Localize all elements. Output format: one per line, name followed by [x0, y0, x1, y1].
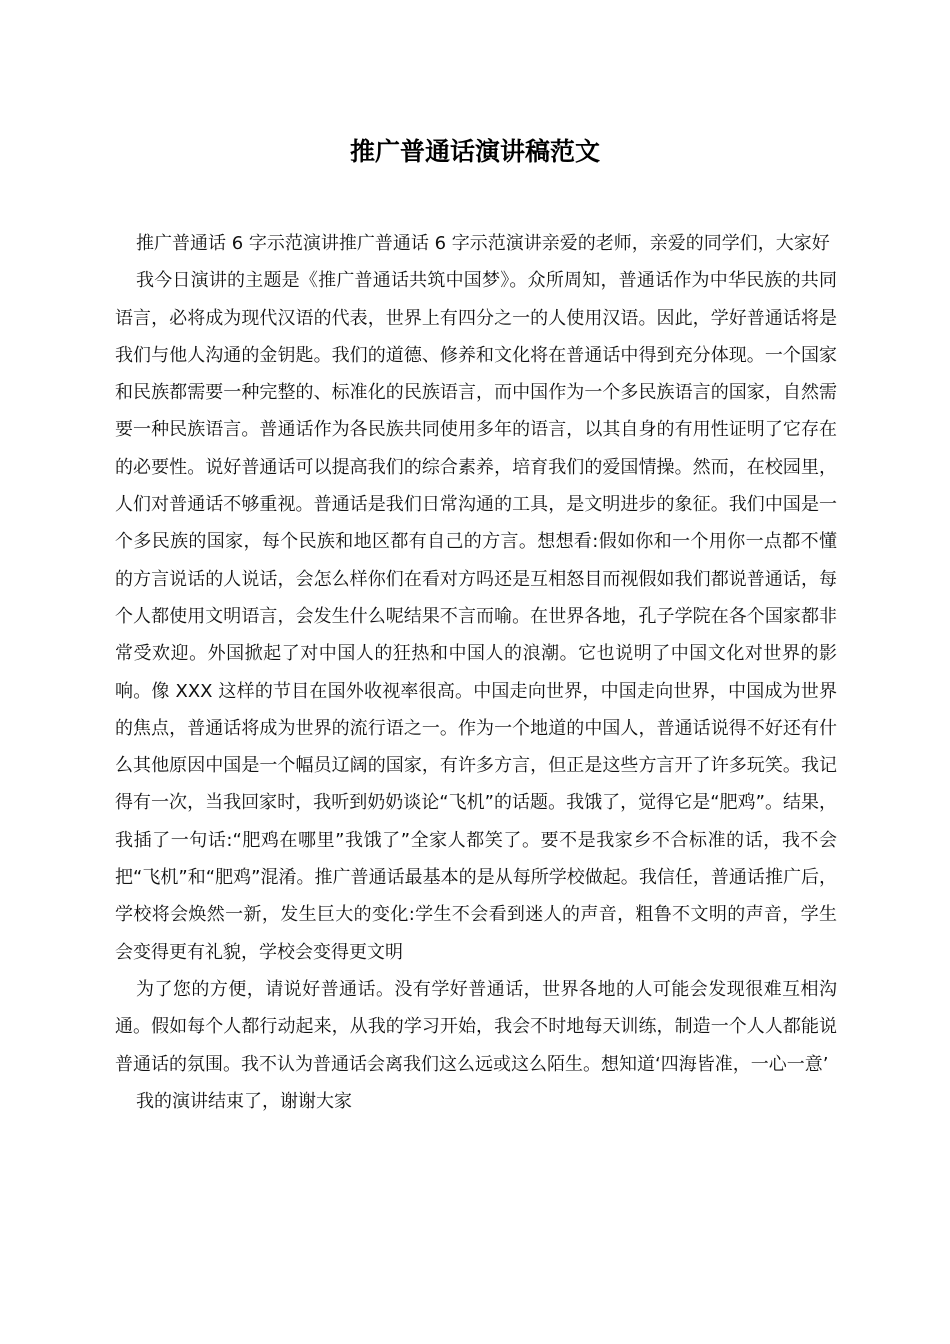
paragraph-appeal: 为了您的方便，请说好普通话。没有学好普通话，世界各地的人可能会发现很难互相沟通。假如每个人都行动起来，从我的学习开始，我会不时地每天训练，制造一个人人都能说普通话的氛围。我不认为普通话会离我们这么远或这么陌生。想知道‘四海皆准，一心一意’	[115, 978, 837, 1075]
page-title: 推广普通话演讲稿范文	[349, 137, 600, 166]
paragraph-greeting: 推广普通话 6 字示范演讲推广普通话 6 字示范演讲亲爱的老师，亲爱的同学们，大家好	[136, 233, 830, 254]
paragraph-main: 我今日演讲的主题是《推广普通话共筑中国梦》。众所周知，普通话作为中华民族的共同语言，必将成为现代汉语的代表，世界上有四分之一的人使用汉语。因此，学好普通话将是我们与他人沟通的金钥匙。我们的道德、修养和文化将在普通话中得到充分体现。一个国家和民族都需要一种完整的、标准化的民族语言，而中国作为一个多民族语言的国家，自然需要一种民族语言。普通话作为各民族共同使用多年的语言，以其自身的有用性证明了它存在的必要性。说好普通话可以提高我们的综合素养，培育我们的爱国情操。然而，在校园里，人们对普通话不够重视。普通话是我们日常沟通的工具，是文明进步的象征。我们中国是一个多民族的国家，每个民族和地区都有自己的方言。想想看:假如你和一个用你一点都不懂的方言说话的人说话，会怎么样你们在看对方吗还是互相怒目而视假如我们都说普通话，每个人都使用文明语言，会发生什么呢结果不言而喻。在世界各地，孔子学院在各个国家都非常受欢迎。外国掀起了对中国人的狂热和中国人的浪潮。它也说明了中国文化对世界的影响。像 XXX 这样的节目在国外收视率很高。中国走向世界，中国走向世界，中国成为世界的焦点，普通话将成为世界的流行语之一。作为一个地道的中国人，普通话说得不好还有什么其他原因中国是一个幅员辽阔的国家，有许多方言，但正是这些方言开了许多玩笑。我记得有一次，当我回家时，我听到奶奶谈论“飞机”的话题。我饿了，觉得它是“肥鸡”。结果，我插了一句话:“肥鸡在哪里”我饿了”全家人都笑了。要不是我家乡不合标准的话，我不会把“飞机”和“肥鸡”混淆。推广普通话最基本的是从每所学校做起。我信任，普通话推广后，学校将会焕然一新，发生巨大的变化:学生不会看到迷人的声音，粗鲁不文明的声音，学生会变得更有礼貌，学校会变得更文明	[115, 270, 837, 963]
paragraph-closing: 我的演讲结束了，谢谢大家	[136, 1090, 352, 1112]
document-body	[115, 225, 837, 1120]
